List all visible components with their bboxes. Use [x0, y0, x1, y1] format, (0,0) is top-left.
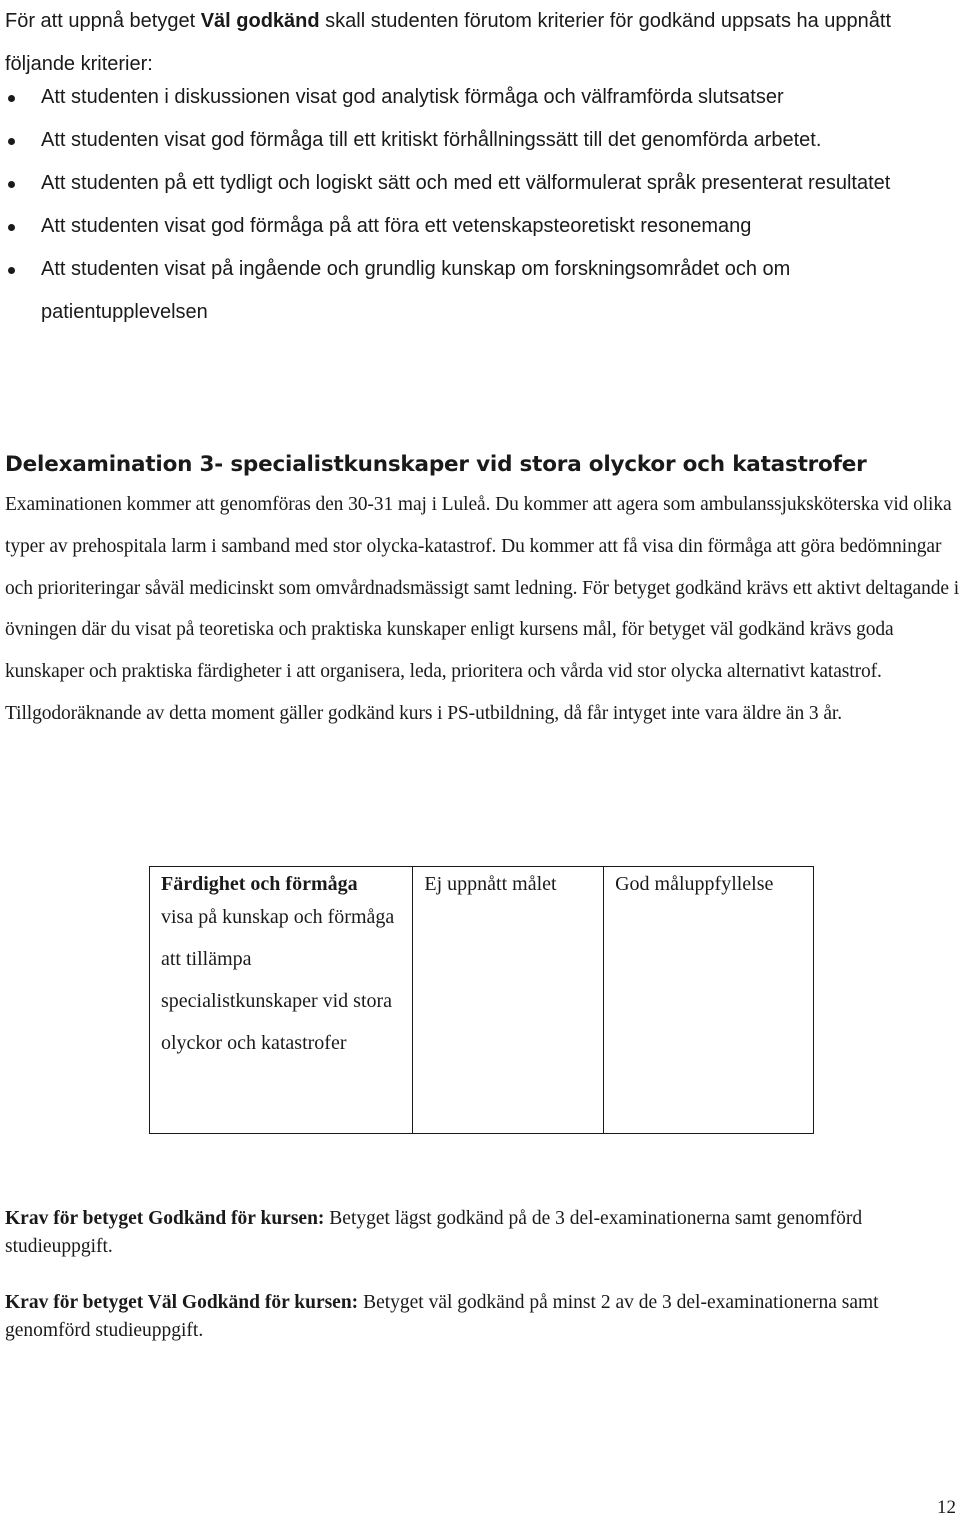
criterion-text: Att studenten i diskussionen visat god analytisk förmåga och välframförda slutsatser: [41, 86, 784, 108]
list-item: [0, 119, 955, 162]
bullet-icon: [8, 95, 15, 102]
table-cell-good: [604, 867, 814, 1134]
list-item: [0, 248, 955, 334]
section-heading: Delexamination 3- specialistkunskaper vid stora olyckor och katastrofer: [5, 452, 867, 477]
list-item: [0, 205, 955, 248]
intro-paragraph: [5, 0, 955, 86]
list-item: [0, 76, 955, 119]
requirement-pass: [5, 1205, 945, 1261]
requirement-pass-text: Betyget lägst godkänd på de 3 del-examinationerna samt genomförd studieuppgift.: [5, 1208, 863, 1257]
criterion-text: Att studenten visat god förmåga till ett kritiskt förhållningssätt till det genomförda arbetet.: [41, 129, 822, 151]
column-header-good: God måluppfyllelse: [615, 873, 774, 895]
table-cell-not-achieved: [413, 867, 604, 1134]
intro-suffix: skall studenten förutom kriterier för godkänd uppsats ha uppnått följande kriterier:: [5, 10, 892, 75]
section-body: Examinationen kommer att genomföras den 30-31 maj i Luleå. Du kommer att agera som ambulanssjuksköterska vid olika typer av prehospitala larm i samband med stor olycka-katastrof. Du kommer att få visa din förmåga att göra bedömningar och prioriteringar såväl medicinskt som omvårdnadsmässigt samt ledning. För betyget godkänd krävs ett aktivt deltagande i övningen där du visat på teoretiska och praktiska kunskaper enligt kursens mål, för betyget väl godkänd krävs goda kunskaper och praktiska färdigheter i att organisera, leda, prioritera och vårda vid stor olycka alternativt katastrof. Tillgodoräknande av detta moment gäller godkänd kurs i PS-utbildning, då får intyget inte vara äldre än 3 år.: [5, 494, 960, 724]
page-number: 12: [937, 1497, 956, 1518]
column-header-skill: Färdighet och förmåga: [161, 873, 358, 895]
criterion-text: Att studenten visat på ingående och grundlig kunskap om forskningsområdet och om patientupplevelsen: [41, 258, 791, 323]
list-item: [0, 162, 955, 205]
skill-description: visa på kunskap och förmåga att tillämpa specialistkunskaper vid stora olyckor och katastrofer: [161, 906, 395, 1054]
criterion-text: Att studenten visat god förmåga på att föra ett vetenskapsteoretiskt resonemang: [41, 215, 752, 237]
bullet-icon: [8, 138, 15, 145]
requirement-distinction: [5, 1289, 945, 1345]
criterion-text: Att studenten på ett tydligt och logiskt sätt och med ett välformulerat språk presenterat resultatet: [41, 172, 891, 194]
column-header-not-achieved: Ej uppnått målet: [424, 873, 557, 895]
requirement-pass-label: Krav för betyget Godkänd för kursen:: [5, 1208, 325, 1229]
criteria-list: [0, 76, 955, 334]
table-row: [150, 867, 814, 1134]
grading-table: [149, 866, 814, 1134]
table-cell-skill: [150, 867, 413, 1134]
bullet-icon: [8, 181, 15, 188]
requirement-distinction-text: Betyget väl godkänd på minst 2 av de 3 del-examinationerna samt genomförd studieuppgift.: [5, 1292, 879, 1341]
intro-emphasis: Väl godkänd: [200, 10, 320, 32]
bullet-icon: [8, 267, 15, 274]
intro-prefix: För att uppnå betyget: [5, 10, 201, 32]
requirement-distinction-label: Krav för betyget Väl Godkänd för kursen:: [5, 1292, 359, 1313]
bullet-icon: [8, 224, 15, 231]
